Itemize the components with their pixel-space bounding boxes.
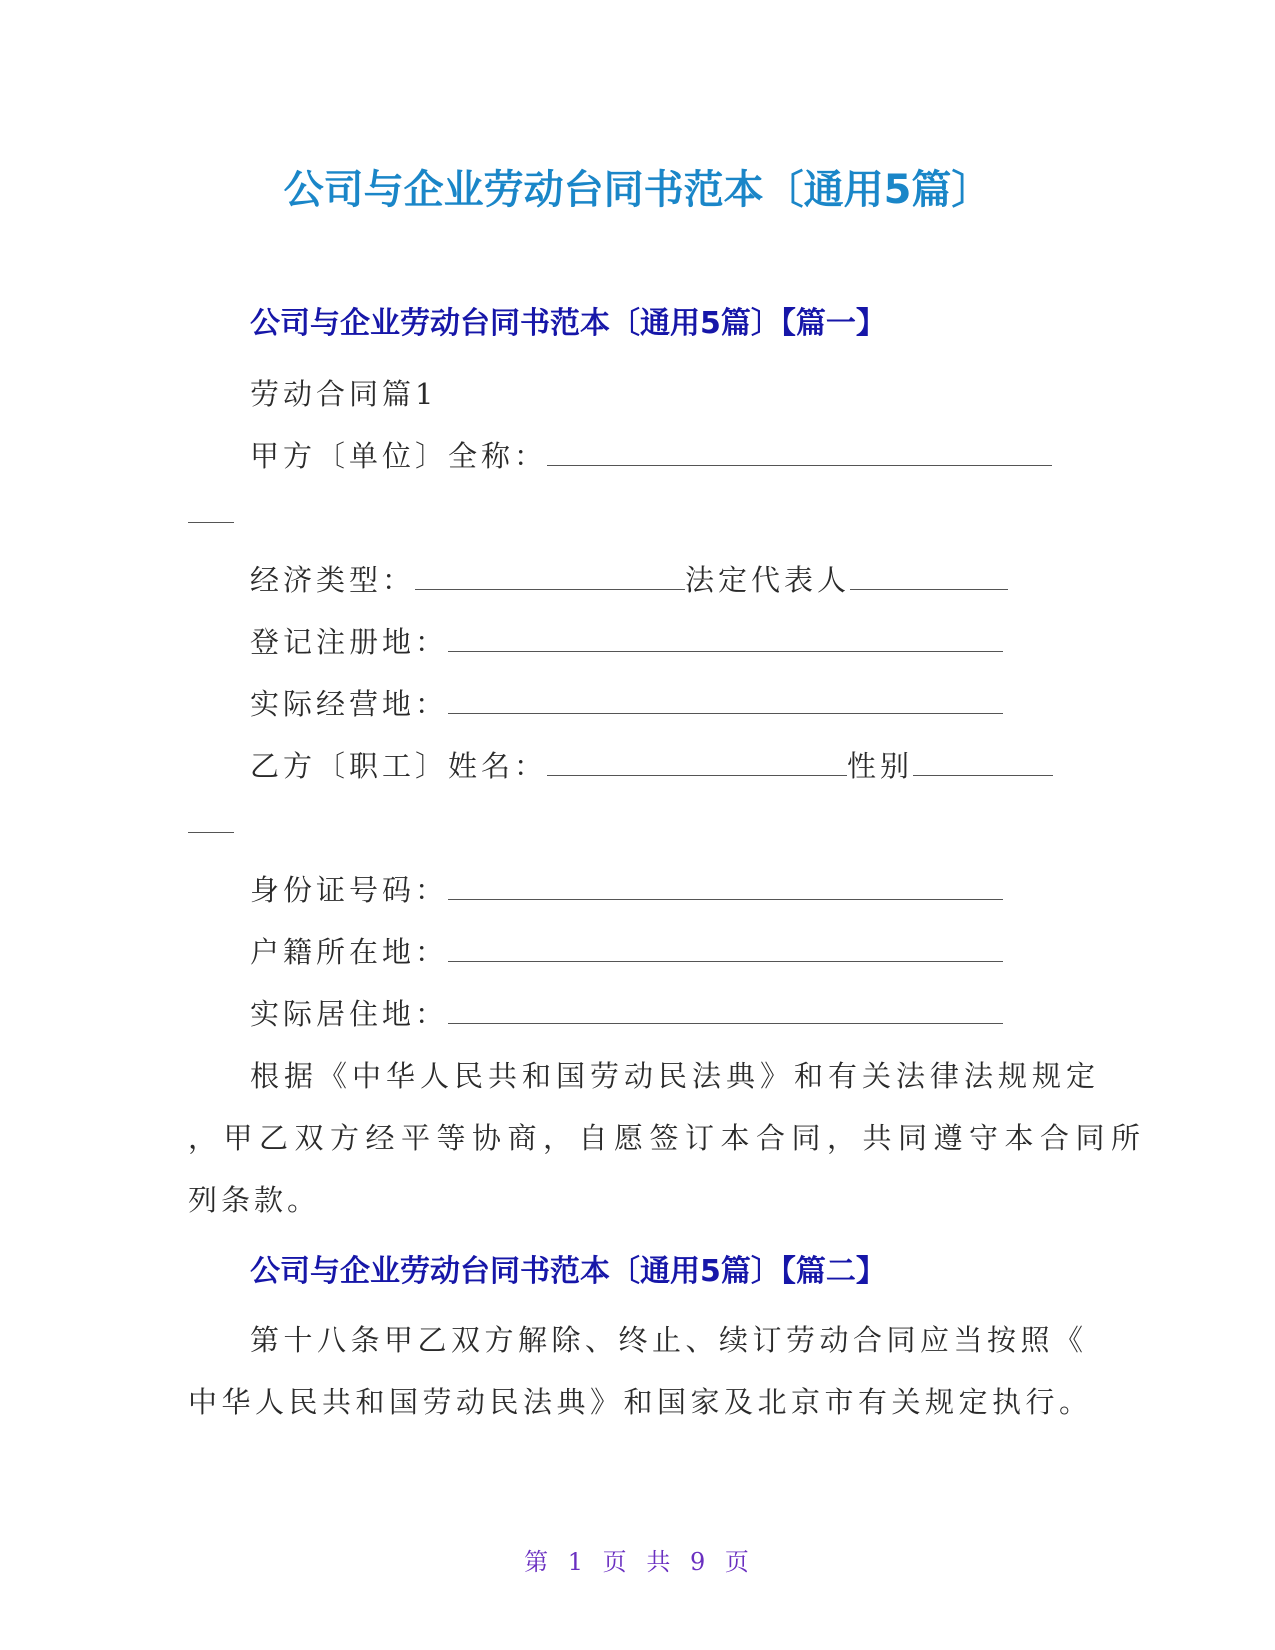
id-number-blank: [448, 873, 1003, 900]
legal-rep-blank: [850, 563, 1008, 590]
paragraph-line-3: 列条款。: [188, 1183, 321, 1217]
party-a-blank-cont: [188, 496, 234, 523]
household-blank: [448, 935, 1003, 962]
party-b-blank-cont: [188, 806, 234, 833]
party-a-continuation: [188, 496, 234, 530]
reg-address-row: [250, 620, 1003, 661]
party-b-continuation: [188, 806, 234, 840]
footer-total-label: 共: [646, 1548, 673, 1576]
residence-row: [250, 992, 1003, 1033]
subtitle: [250, 372, 437, 413]
section-heading-2: 公司与企业劳动台同书范本〔通用5篇〕【篇二】: [250, 1254, 886, 1289]
article-line-2: 中华人民共和国劳动民法典》和国家及北京市有关规定执行。: [188, 1385, 1093, 1419]
actual-business-blank: [448, 687, 1003, 714]
party-a-blank: [547, 439, 1052, 466]
party-b-blank: [547, 749, 847, 776]
footer-page-label: 第: [524, 1548, 551, 1576]
gender-blank: [913, 749, 1053, 776]
section-heading-1: 公司与企业劳动台同书范本〔通用5篇〕【篇一】: [250, 306, 886, 341]
economic-type-label: 经济类型：: [250, 563, 416, 597]
footer-page-mid: 页: [602, 1548, 629, 1576]
economic-type-row: [250, 558, 1008, 599]
household-label: 户籍所在地：: [250, 935, 449, 969]
paragraph-line-1: 根据《中华人民共和国劳动民法典》和有关法律法规规定: [250, 1059, 1101, 1093]
footer-total-suffix: 页: [724, 1548, 751, 1576]
party-b-label: 乙方〔职工〕姓名：: [250, 749, 548, 783]
legal-rep-label: 法定代表人: [685, 563, 851, 597]
actual-business-row: [250, 682, 1003, 723]
party-b-row: [250, 744, 1053, 785]
residence-label: 实际居住地：: [250, 997, 449, 1031]
footer-page-total: 9: [689, 1548, 708, 1576]
reg-address-blank: [448, 625, 1003, 652]
economic-type-blank: [415, 563, 685, 590]
party-a-row: [250, 434, 1052, 475]
document-title: 公司与企业劳动台同书范本〔通用5篇〕: [283, 167, 992, 213]
residence-blank: [448, 997, 1003, 1024]
party-a-label: 甲方〔单位〕全称：: [250, 439, 548, 473]
household-row: [250, 930, 1003, 971]
id-number-row: [250, 868, 1003, 909]
reg-address-label: 登记注册地：: [250, 625, 449, 659]
gender-label: 性别: [847, 749, 914, 783]
article-line-1: 第十八条甲乙双方解除、终止、续订劳动合同应当按照《: [250, 1323, 1088, 1357]
actual-business-label: 实际经营地：: [250, 687, 449, 721]
footer-page-current: 1: [567, 1548, 586, 1576]
page-footer: [0, 1542, 1275, 1577]
subtitle-text: 劳动合同篇1: [250, 377, 438, 411]
paragraph-line-2: ，甲乙双方经平等协商，自愿签订本合同，共同遵守本合同所: [188, 1121, 1147, 1155]
id-number-label: 身份证号码：: [250, 873, 449, 907]
